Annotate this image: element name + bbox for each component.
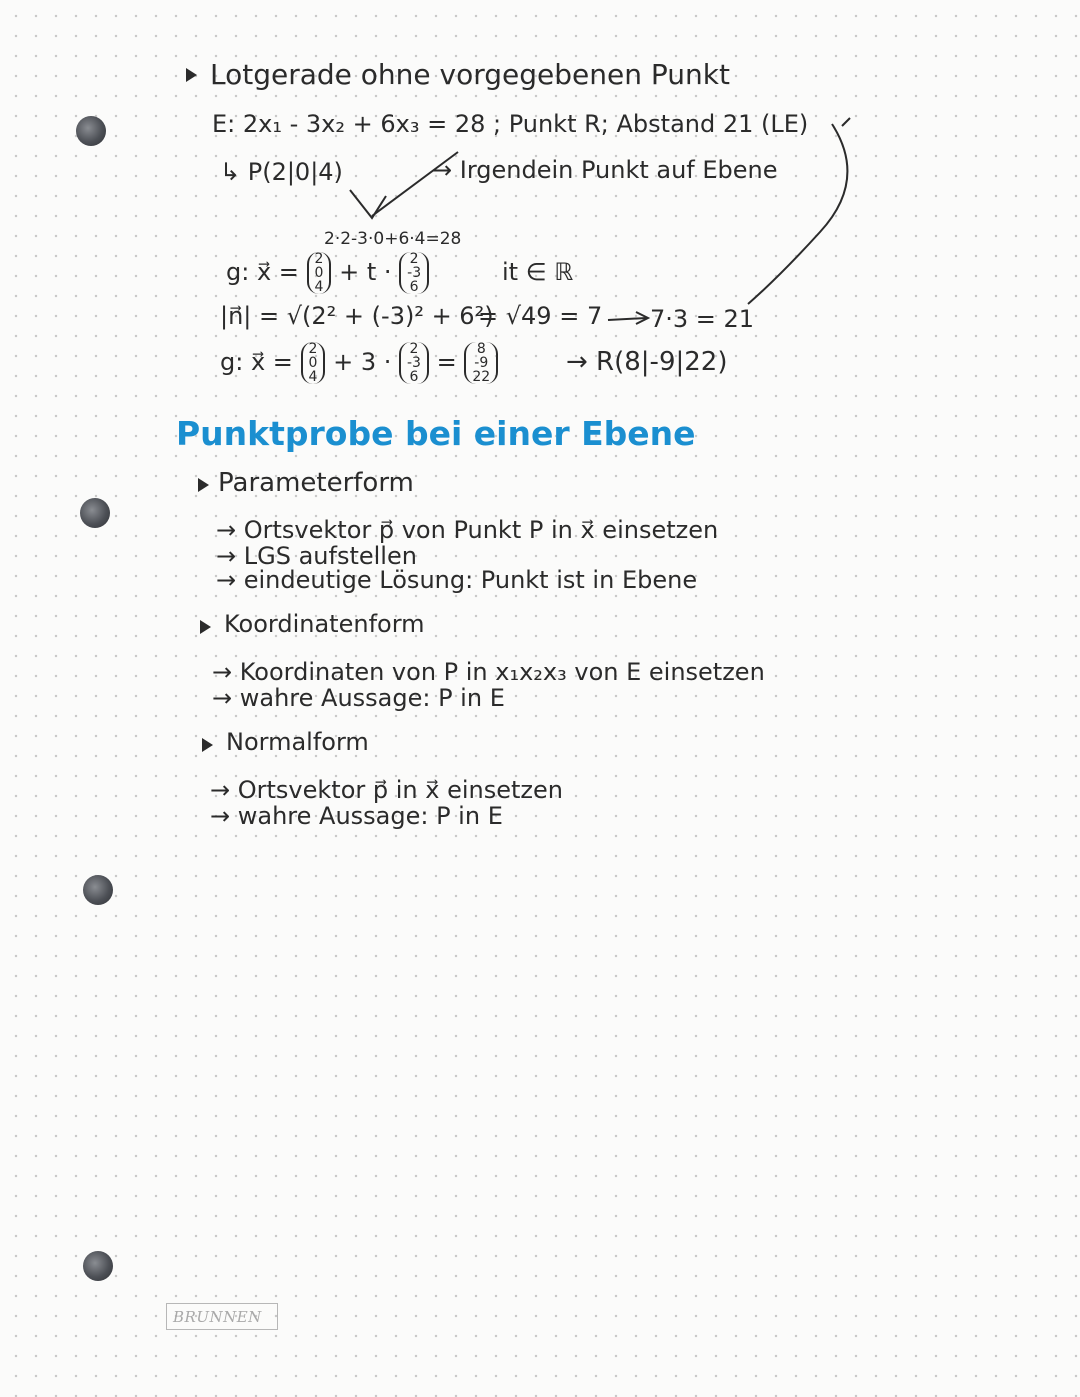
brand-logo: BRUNNEN (166, 1303, 278, 1330)
bullet-icon (198, 478, 209, 492)
parameterform-step: → eindeutige Lösung: Punkt ist in Ebene (216, 566, 698, 594)
section2-heading: Punktprobe bei einer Ebene (176, 414, 696, 453)
support-vector-2: 2 0 4 (301, 342, 326, 384)
norm-result: = √49 = 7 (478, 302, 603, 330)
normalform-step: → Ortsvektor p⃗ in x⃗ einsetzen (210, 776, 563, 804)
plus-3: + 3 · (333, 348, 392, 376)
check-calculation: 2·2-3·0+6·4=28 (324, 229, 462, 249)
any-point-note: → Irgendein Punkt auf Ebene (432, 156, 778, 184)
result-point-r: → R(8|-9|22) (566, 347, 728, 377)
plus-t: + t · (339, 258, 392, 286)
point-p: ↳ P(2|0|4) (220, 158, 343, 186)
parameterform-step: → LGS aufstellen (216, 542, 417, 570)
section1-title: Lotgerade ohne vorgegebenen Punkt (210, 58, 730, 91)
distance-multiplier: 7·3 = 21 (650, 305, 755, 333)
normalform-step: → wahre Aussage: P in E (210, 802, 503, 830)
parameterform-step: → Ortsvektor p⃗ von Punkt P in x⃗ einsetzen (216, 516, 719, 544)
parameter-domain: it ∈ ℝ (502, 258, 574, 286)
result-vector: 8 -9 22 (464, 342, 498, 384)
equals-sign: = (436, 348, 457, 376)
bullet-icon (202, 738, 213, 752)
koordinatenform-label: Koordinatenform (224, 610, 425, 638)
support-vector: 2 0 4 (307, 252, 332, 294)
parameterform-label: Parameterform (218, 468, 414, 498)
koordinatenform-step: → wahre Aussage: P in E (212, 684, 505, 712)
bullet-icon (200, 620, 211, 634)
plane-equation: E: 2x₁ - 3x₂ + 6x₃ = 28 ; Punkt R; Abstand 21 (LE) (212, 110, 809, 138)
line-prefix: g: x⃗ = (226, 258, 299, 286)
koordinatenform-step: → Koordinaten von P in x₁x₂x₃ von E einsetzen (212, 658, 765, 686)
direction-vector: 2 -3 6 (399, 252, 429, 294)
line2-prefix: g: x⃗ = (220, 348, 293, 376)
normal-vector-length: |n⃗| = √(2² + (-3)² + 6²) (220, 302, 494, 330)
direction-vector-2: 2 -3 6 (399, 342, 429, 384)
normalform-label: Normalform (226, 728, 369, 756)
